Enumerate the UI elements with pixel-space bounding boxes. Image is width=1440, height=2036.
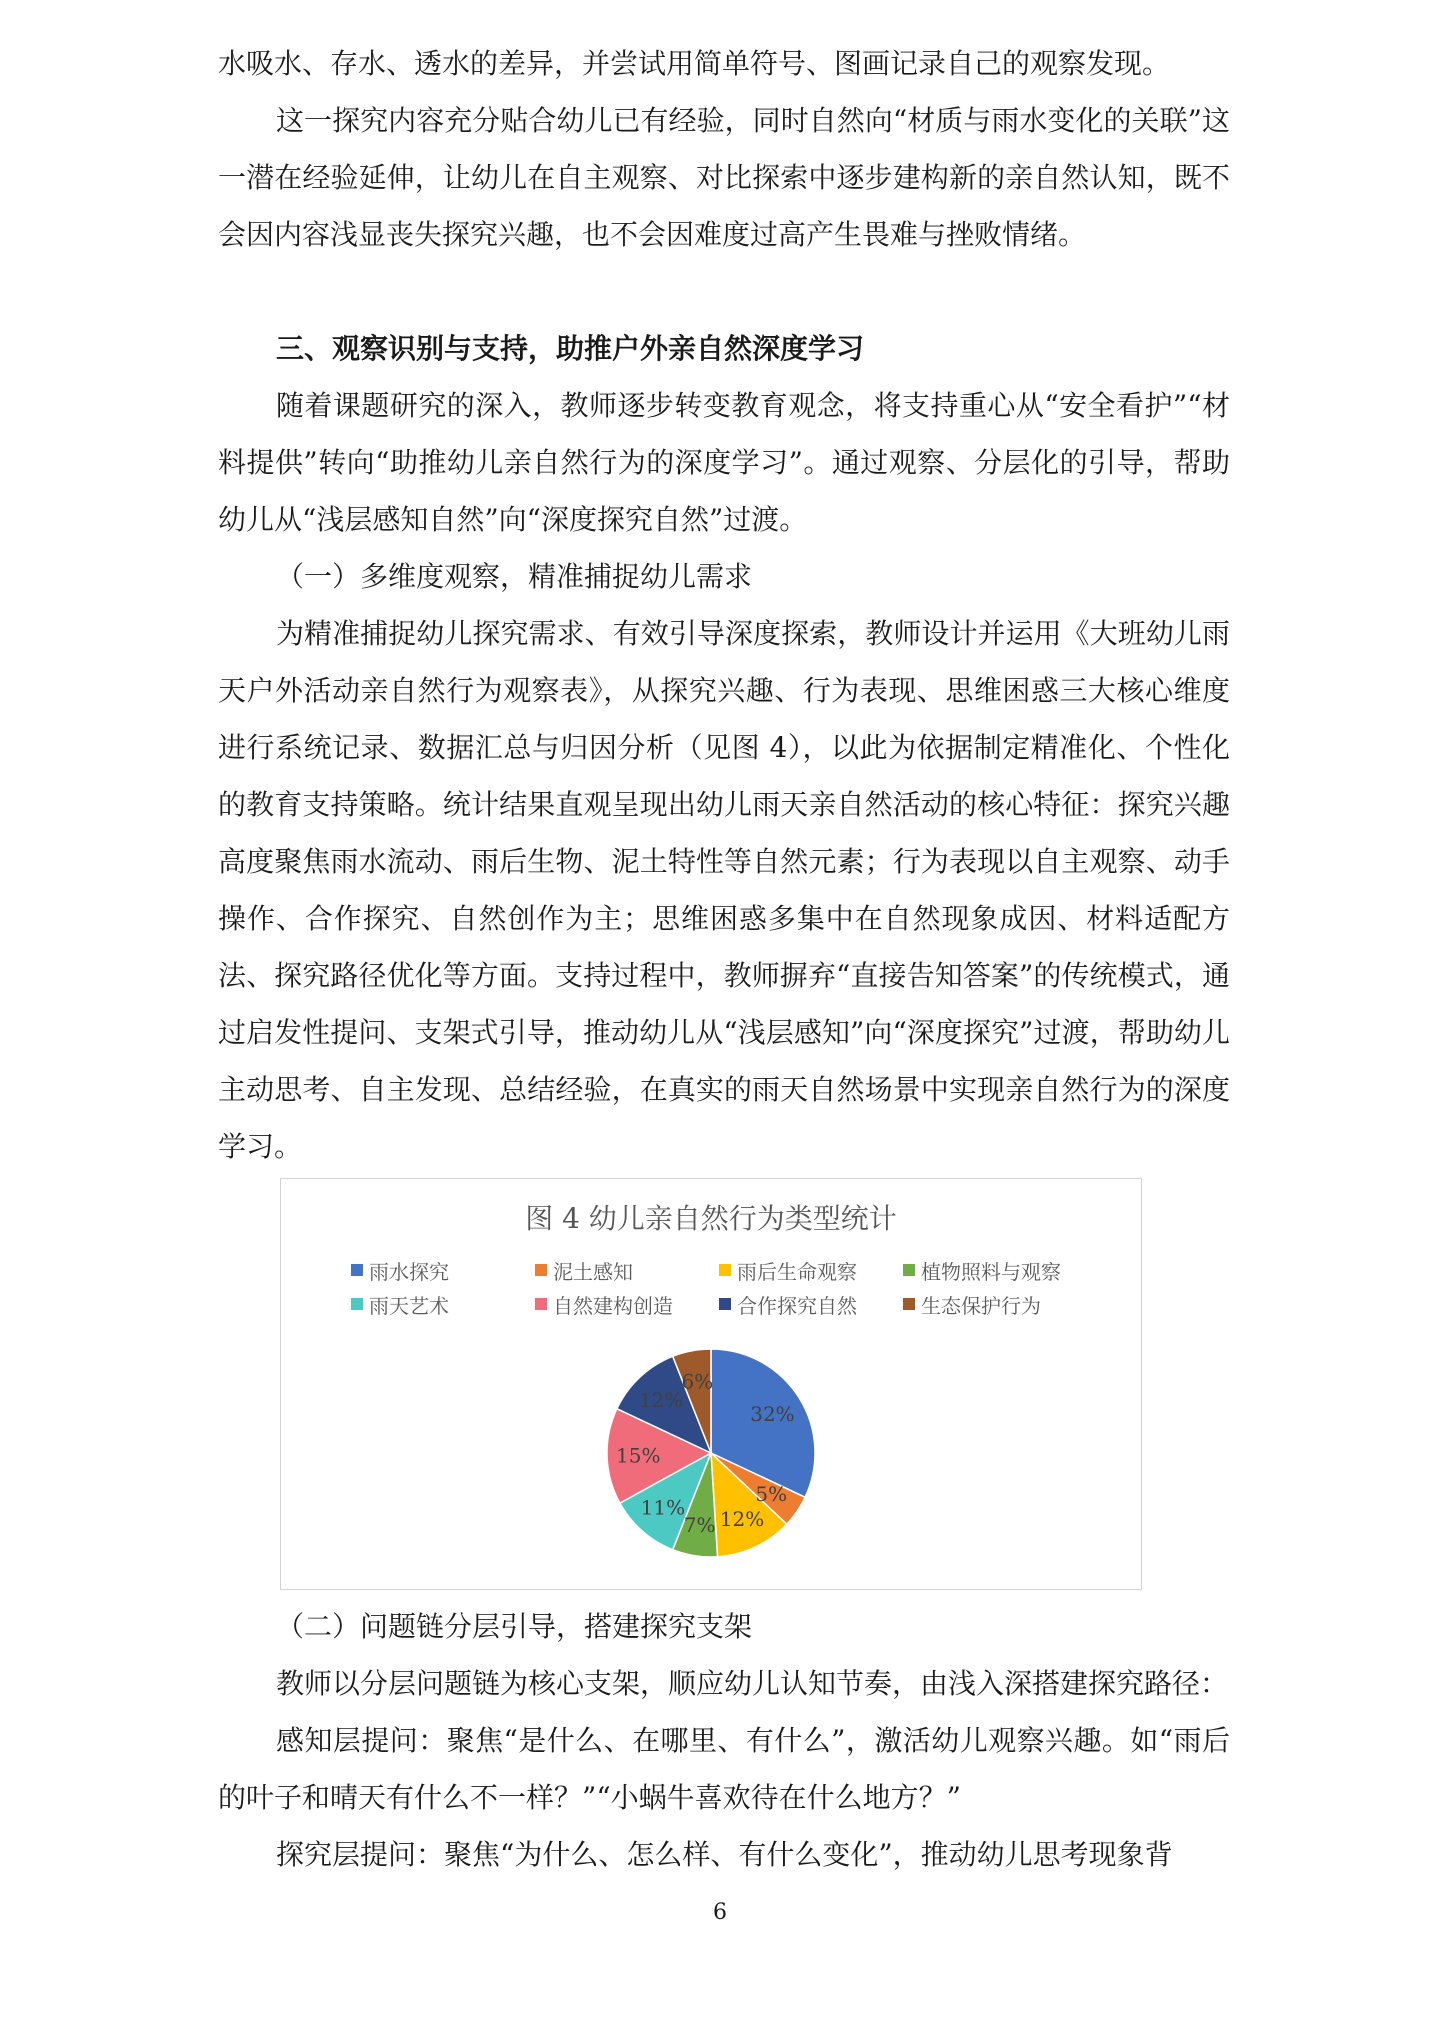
pie-data-label: 15%: [616, 1443, 661, 1468]
legend-item: [903, 1255, 1103, 1285]
pie-data-label: 32%: [750, 1401, 795, 1426]
chart-legend: [351, 1255, 1111, 1319]
legend-swatch: [535, 1264, 547, 1276]
pie-chart: [601, 1343, 821, 1563]
subsection-heading-1: （一）多维度观察，精准捕捉幼儿需求: [276, 560, 753, 593]
paragraph-support-shift: 随着课题研究的深入，教师逐步转变教育观念，将支持重心从“安全看护”“材料提供”转向“助推幼儿亲自然行为的深度学习”。通过观察、分层化的引导，帮助幼儿从“浅层感知自然”向“深度探究自然”过渡。: [218, 389, 1230, 536]
subsection-heading-2: （二）问题链分层引导，搭建探究支架: [276, 1610, 753, 1643]
legend-item: [535, 1289, 719, 1319]
legend-label: 雨天艺术: [369, 1293, 449, 1318]
legend-item: [351, 1255, 535, 1285]
paragraph-inquiry-questions: 探究层提问：聚焦“为什么、怎么样、有什么变化”，推动幼儿思考现象背: [276, 1838, 1173, 1871]
legend-label: 泥土感知: [553, 1259, 633, 1284]
paragraph-experience-extension: 这一探究内容充分贴合幼儿已有经验，同时自然向“材质与雨水变化的关联”这一潜在经验延伸，让幼儿在自主观察、对比探索中逐步建构新的亲自然认知，既不会因内容浅显丧失探究兴趣，也不会因难度过高产生畏难与挫败情绪。: [218, 104, 1230, 251]
legend-swatch: [903, 1298, 915, 1310]
legend-swatch: [535, 1298, 547, 1310]
legend-swatch: [903, 1264, 915, 1276]
pie-data-label: 11%: [640, 1495, 686, 1520]
legend-swatch: [351, 1298, 363, 1310]
paragraph-perception-questions: 感知层提问：聚焦“是什么、在哪里、有什么”，激活幼儿观察兴趣。如“雨后的叶子和晴天有什么不一样？”“小蜗牛喜欢待在什么地方？”: [218, 1724, 1230, 1814]
page-number: 6: [713, 1900, 727, 1925]
pie-data-label: 12%: [638, 1387, 684, 1412]
legend-item: [719, 1289, 903, 1319]
legend-label: 合作探究自然: [737, 1293, 857, 1318]
pie-data-label: 12%: [719, 1506, 765, 1531]
legend-swatch: [719, 1298, 731, 1310]
legend-label: 雨后生命观察: [737, 1259, 857, 1284]
legend-swatch: [351, 1264, 363, 1276]
paragraph-continued: 水吸水、存水、透水的差异，并尝试用简单符号、图画记录自己的观察发现。: [218, 47, 1171, 80]
legend-item: [903, 1289, 1103, 1319]
pie-data-label: 7%: [683, 1512, 716, 1537]
legend-item: [351, 1289, 535, 1319]
legend-label: 雨水探究: [369, 1259, 449, 1284]
legend-label: 自然建构创造: [553, 1293, 673, 1318]
pie-data-label: 5%: [755, 1481, 788, 1506]
section-heading-3: 三、观察识别与支持，助推户外亲自然深度学习: [276, 332, 865, 365]
chart-title: 图 4 幼儿亲自然行为类型统计: [525, 1202, 897, 1235]
legend-item: [719, 1255, 903, 1285]
legend-label: 植物照料与观察: [921, 1259, 1061, 1284]
legend-item: [535, 1255, 719, 1285]
pie-chart-figure: [280, 1178, 1142, 1590]
legend-label: 生态保护行为: [921, 1293, 1041, 1318]
paragraph-question-chain: 教师以分层问题链为核心支架，顺应幼儿认知节奏，由浅入深搭建探究路径：: [276, 1667, 1229, 1700]
legend-swatch: [719, 1264, 731, 1276]
pie-data-label: 6%: [681, 1369, 714, 1394]
paragraph-observation-table: 为精准捕捉幼儿探究需求、有效引导深度探索，教师设计并运用《大班幼儿雨天户外活动亲自然行为观察表》，从探究兴趣、行为表现、思维困惑三大核心维度进行系统记录、数据汇总与归因分析（见图 4），以此为依据制定精准化、个性化的教育支持策略。统计结果直观呈现出幼儿雨天亲自然活动的核心特征：探究兴趣高度聚焦雨水流动、雨后生物、泥土特性等自然元素；行为表现以自主观察、动手操作、合作探究、自然创作为主；思维困惑多集中在自然现象成因、材料适配方法、探究路径优化等方面。支持过程中，教师摒弃“直接告知答案”的传统模式，通过启发性提问、支架式引导，推动幼儿从“浅层感知”向“深度探究”过渡，帮助幼儿主动思考、自主发现、总结经验，在真实的雨天自然场景中实现亲自然行为的深度学习。: [218, 617, 1230, 1163]
